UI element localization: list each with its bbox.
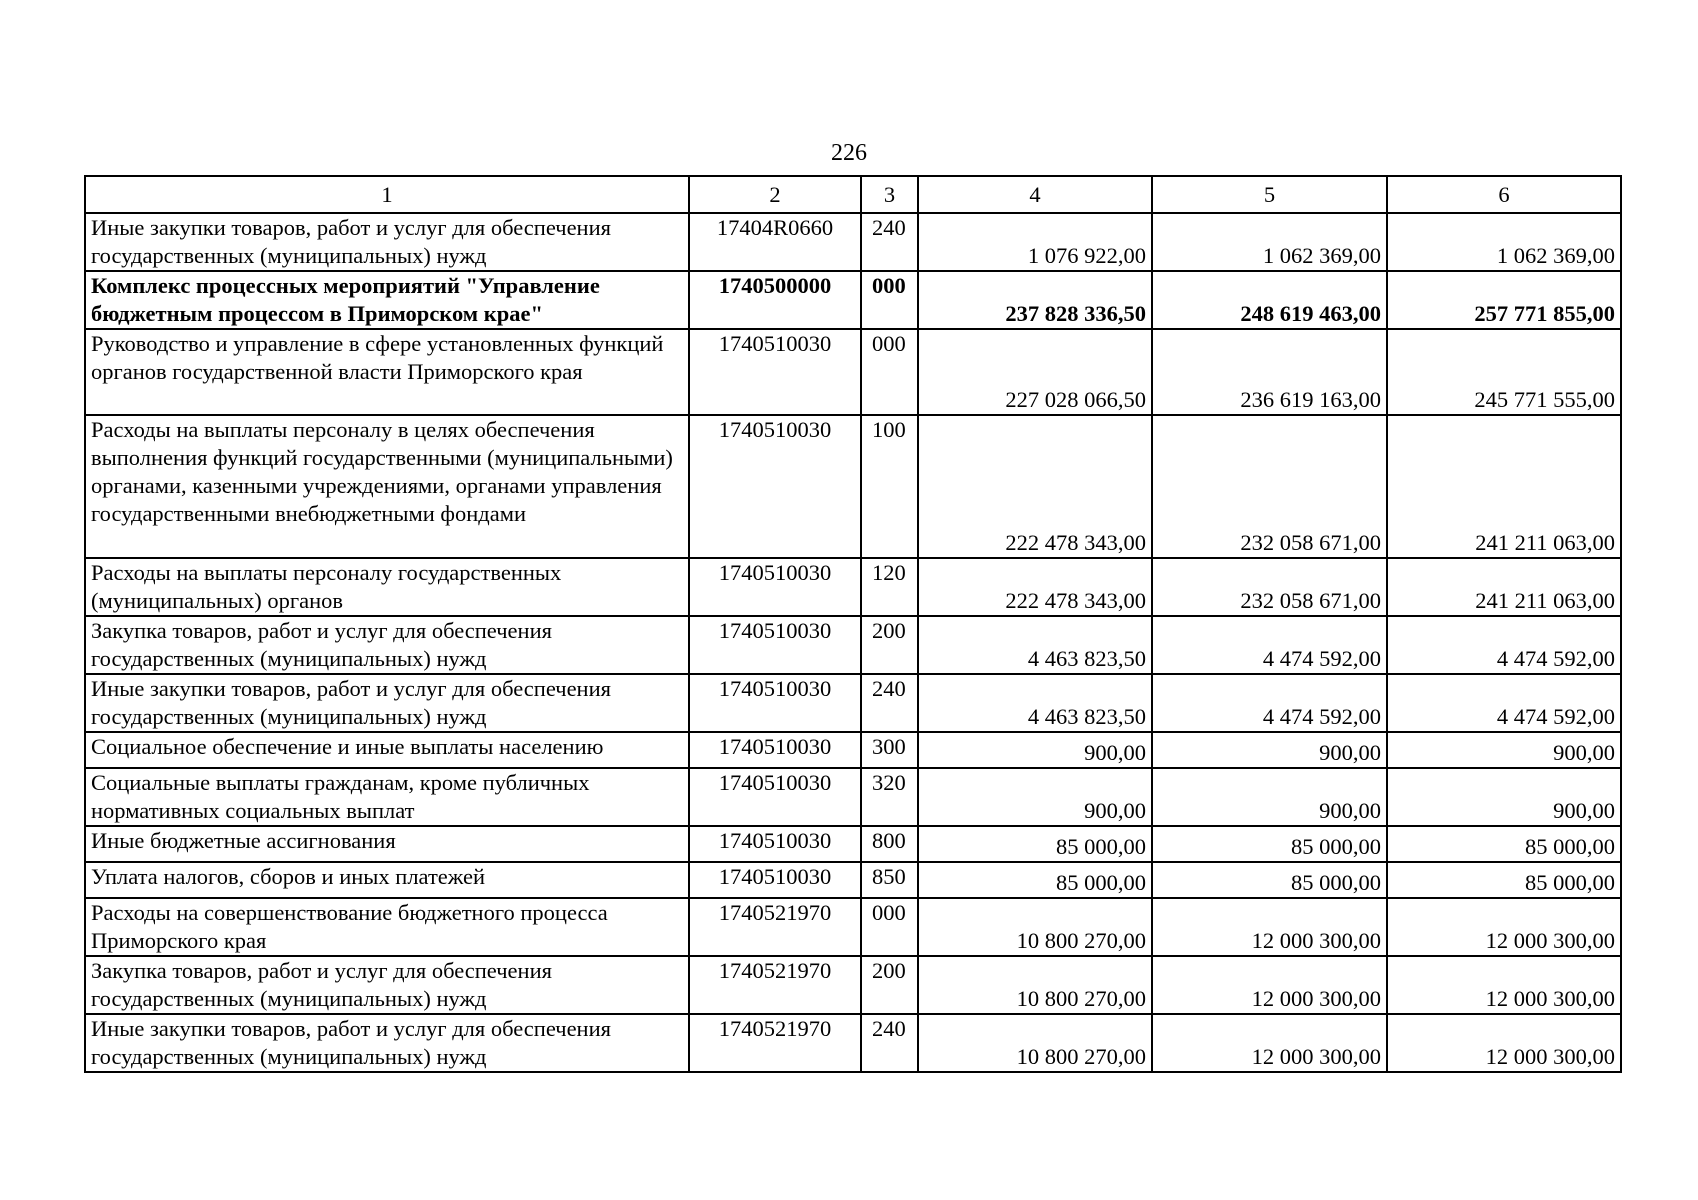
- row-expense-type: 240: [861, 674, 918, 732]
- row-amount-col6: 241 211 063,00: [1387, 558, 1621, 616]
- row-amount-col6: 241 211 063,00: [1387, 415, 1621, 558]
- row-amount-col5: 232 058 671,00: [1152, 415, 1387, 558]
- table-row: [85, 768, 1621, 826]
- row-name: Иные бюджетные ассигнования: [85, 826, 689, 862]
- row-expense-type: 200: [861, 616, 918, 674]
- row-name: Социальные выплаты гражданам, кроме публичных нормативных социальных выплат: [85, 768, 689, 826]
- row-amount-col4: 900,00: [918, 768, 1152, 826]
- table-row: [85, 674, 1621, 732]
- table-row: [85, 826, 1621, 862]
- row-target-code: 1740510030: [689, 558, 861, 616]
- row-name: Уплата налогов, сборов и иных платежей: [85, 862, 689, 898]
- row-name: Иные закупки товаров, работ и услуг для обеспечения государственных (муниципальных) нужд: [85, 213, 689, 271]
- row-target-code: 1740510030: [689, 826, 861, 862]
- row-expense-type: 320: [861, 768, 918, 826]
- row-target-code: 1740510030: [689, 732, 861, 768]
- row-amount-col4: 10 800 270,00: [918, 898, 1152, 956]
- table-row: [85, 1014, 1621, 1072]
- row-expense-type: 850: [861, 862, 918, 898]
- row-expense-type: 800: [861, 826, 918, 862]
- table-row: [85, 329, 1621, 415]
- row-amount-col4: 237 828 336,50: [918, 271, 1152, 329]
- row-amount-col4: 4 463 823,50: [918, 674, 1152, 732]
- row-amount-col5: 4 474 592,00: [1152, 616, 1387, 674]
- row-expense-type: 240: [861, 213, 918, 271]
- row-expense-type: 000: [861, 898, 918, 956]
- row-amount-col4: 222 478 343,00: [918, 558, 1152, 616]
- row-expense-type: 240: [861, 1014, 918, 1072]
- row-target-code: 1740500000: [689, 271, 861, 329]
- row-amount-col5: 900,00: [1152, 732, 1387, 768]
- row-name: Расходы на выплаты персоналу в целях обеспечения выполнения функций государственными (муниципальными) органами, казенными учреждениями, органами управления государственными внебюджетными фондами: [85, 415, 689, 558]
- row-amount-col6: 4 474 592,00: [1387, 616, 1621, 674]
- row-amount-col6: 1 062 369,00: [1387, 213, 1621, 271]
- row-amount-col4: 10 800 270,00: [918, 956, 1152, 1014]
- row-expense-type: 120: [861, 558, 918, 616]
- row-expense-type: 000: [861, 271, 918, 329]
- row-target-code: 1740521970: [689, 956, 861, 1014]
- table-row: [85, 271, 1621, 329]
- column-number-1: 1: [85, 176, 689, 213]
- row-amount-col6: 12 000 300,00: [1387, 898, 1621, 956]
- row-name: Расходы на совершенствование бюджетного процесса Приморского края: [85, 898, 689, 956]
- row-amount-col5: 248 619 463,00: [1152, 271, 1387, 329]
- row-amount-col5: 12 000 300,00: [1152, 898, 1387, 956]
- row-amount-col4: 10 800 270,00: [918, 1014, 1152, 1072]
- table-row: [85, 732, 1621, 768]
- row-amount-col6: 12 000 300,00: [1387, 1014, 1621, 1072]
- column-number-row: [85, 176, 1621, 213]
- row-amount-col4: 4 463 823,50: [918, 616, 1152, 674]
- row-amount-col6: 85 000,00: [1387, 862, 1621, 898]
- column-number-6: 6: [1387, 176, 1621, 213]
- row-expense-type: 000: [861, 329, 918, 415]
- row-target-code: 1740510030: [689, 674, 861, 732]
- row-name: Расходы на выплаты персоналу государственных (муниципальных) органов: [85, 558, 689, 616]
- row-amount-col6: 257 771 855,00: [1387, 271, 1621, 329]
- row-name: Руководство и управление в сфере установленных функций органов государственной власти Приморского края: [85, 329, 689, 415]
- row-expense-type: 100: [861, 415, 918, 558]
- row-amount-col5: 236 619 163,00: [1152, 329, 1387, 415]
- row-name: Закупка товаров, работ и услуг для обеспечения государственных (муниципальных) нужд: [85, 956, 689, 1014]
- column-number-3: 3: [861, 176, 918, 213]
- row-amount-col6: 12 000 300,00: [1387, 956, 1621, 1014]
- row-expense-type: 300: [861, 732, 918, 768]
- row-amount-col4: 900,00: [918, 732, 1152, 768]
- row-target-code: 1740510030: [689, 616, 861, 674]
- row-expense-type: 200: [861, 956, 918, 1014]
- row-target-code: 1740510030: [689, 768, 861, 826]
- row-target-code: 1740521970: [689, 898, 861, 956]
- column-number-5: 5: [1152, 176, 1387, 213]
- table-row: [85, 956, 1621, 1014]
- row-amount-col5: 900,00: [1152, 768, 1387, 826]
- row-amount-col5: 85 000,00: [1152, 862, 1387, 898]
- row-amount-col6: 900,00: [1387, 768, 1621, 826]
- row-amount-col4: 222 478 343,00: [918, 415, 1152, 558]
- row-amount-col4: 1 076 922,00: [918, 213, 1152, 271]
- column-number-4: 4: [918, 176, 1152, 213]
- table-row: [85, 862, 1621, 898]
- row-target-code: 1740521970: [689, 1014, 861, 1072]
- row-target-code: 17404R0660: [689, 213, 861, 271]
- row-name: Закупка товаров, работ и услуг для обеспечения государственных (муниципальных) нужд: [85, 616, 689, 674]
- row-amount-col5: 4 474 592,00: [1152, 674, 1387, 732]
- table-row: [85, 616, 1621, 674]
- row-name: Социальное обеспечение и иные выплаты населению: [85, 732, 689, 768]
- row-amount-col4: 227 028 066,50: [918, 329, 1152, 415]
- table-row: [85, 898, 1621, 956]
- row-target-code: 1740510030: [689, 415, 861, 558]
- row-name: Иные закупки товаров, работ и услуг для обеспечения государственных (муниципальных) нужд: [85, 1014, 689, 1072]
- row-amount-col5: 85 000,00: [1152, 826, 1387, 862]
- row-amount-col5: 232 058 671,00: [1152, 558, 1387, 616]
- table-row: [85, 213, 1621, 271]
- page-number: 226: [831, 140, 867, 166]
- row-amount-col4: 85 000,00: [918, 862, 1152, 898]
- row-amount-col6: 900,00: [1387, 732, 1621, 768]
- row-amount-col5: 12 000 300,00: [1152, 1014, 1387, 1072]
- row-target-code: 1740510030: [689, 862, 861, 898]
- column-number-2: 2: [689, 176, 861, 213]
- row-name: Комплекс процессных мероприятий "Управление бюджетным процессом в Приморском крае": [85, 271, 689, 329]
- table-row: [85, 415, 1621, 558]
- row-amount-col5: 1 062 369,00: [1152, 213, 1387, 271]
- row-amount-col6: 85 000,00: [1387, 826, 1621, 862]
- table-row: [85, 558, 1621, 616]
- row-amount-col5: 12 000 300,00: [1152, 956, 1387, 1014]
- row-amount-col6: 4 474 592,00: [1387, 674, 1621, 732]
- row-amount-col4: 85 000,00: [918, 826, 1152, 862]
- row-name: Иные закупки товаров, работ и услуг для обеспечения государственных (муниципальных) нужд: [85, 674, 689, 732]
- budget-table: [84, 175, 1622, 1073]
- row-amount-col6: 245 771 555,00: [1387, 329, 1621, 415]
- row-target-code: 1740510030: [689, 329, 861, 415]
